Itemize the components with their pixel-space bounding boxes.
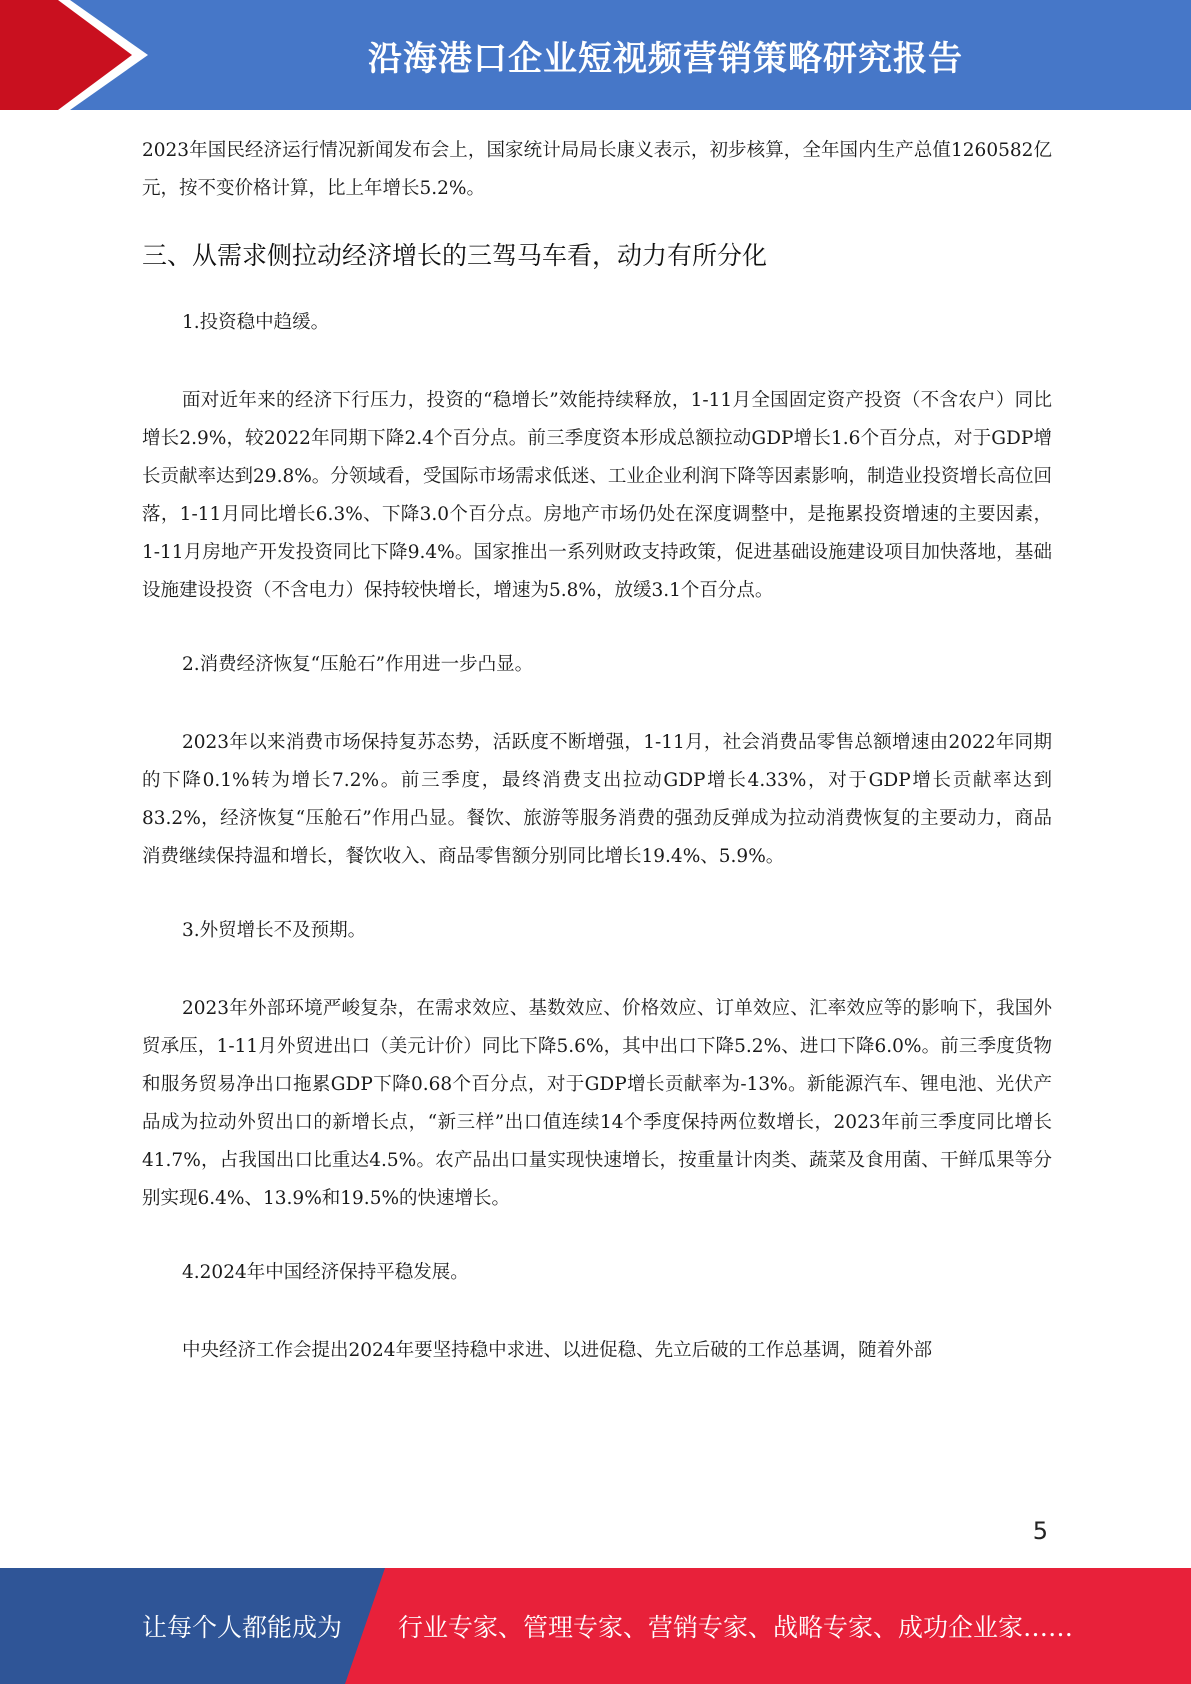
body-paragraph-4: 中央经济工作会提出2024年要坚持稳中求进、以进促稳、先立后破的工作总基调，随着外部 [182, 1340, 933, 1361]
subheading-3: 3.外贸增长不及预期。 [182, 920, 367, 941]
footer-banner [0, 1568, 1191, 1684]
body-paragraph-2: 2023年以来消费市场保持复苏态势，活跃度不断增强，1-11月，社会消费品零售总额增速由2022年同期的下降0.1%转为增长7.2%。前三季度，最终消费支出拉动GDP增长4.33%，对于GDP增长贡献率达到83.2%，经济恢复“压舱石”作用凸显。餐饮、旅游等服务消费的强劲反弹成为拉动消费恢复的主要动力，商品消费继续保持温和增长，餐饮收入、商品零售额分别同比增长19.4%、5.9%。 [142, 732, 1052, 867]
subheading-4: 4.2024年中国经济保持平稳发展。 [182, 1262, 469, 1283]
body-paragraph-1: 面对近年来的经济下行压力，投资的“稳增长”效能持续释放，1-11月全国固定资产投资（不含农户）同比增长2.9%，较2022年同期下降2.4个百分点。前三季度资本形成总额拉动GDP增长1.6个百分点，对于GDP增长贡献率达到29.8%。分领域看，受国际市场需求低迷、工业企业利润下降等因素影响，制造业投资增长高位回落，1-11月同比增长6.3%、下降3.0个百分点。房地产市场仍处在深度调整中，是拖累投资增速的主要因素，1-11月房地产开发投资同比下降9.4%。国家推出一系列财政支持政策，促进基础设施建设项目加快落地，基础设施建设投资（不含电力）保持较快增长，增速为5.8%，放缓3.1个百分点。 [142, 390, 1052, 601]
subheading-1: 1.投资稳中趋缓。 [182, 312, 330, 333]
footer-slogan-right: 行业专家、管理专家、营销专家、战略专家、成功企业家…… [398, 1613, 1074, 1642]
subheading-2: 2.消费经济恢复“压舱石”作用进一步凸显。 [182, 654, 534, 675]
page-number: 5 [1032, 1517, 1048, 1545]
page-content [142, 132, 1052, 1370]
footer-slogan-left: 让每个人都能成为 [142, 1613, 343, 1642]
intro-paragraph: 2023年国民经济运行情况新闻发布会上，国家统计局局长康义表示，初步核算，全年国内生产总值1260582亿元，按不变价格计算，比上年增长5.2%。 [142, 140, 1052, 199]
body-paragraph-3: 2023年外部环境严峻复杂，在需求效应、基数效应、价格效应、订单效应、汇率效应等的影响下，我国外贸承压，1-11月外贸进出口（美元计价）同比下降5.6%，其中出口下降5.2%、进口下降6.0%。前三季度货物和服务贸易净出口拖累GDP下降0.68个百分点，对于GDP增长贡献率为-13%。新能源汽车、锂电池、光伏产品成为拉动外贸出口的新增长点，“新三样”出口值连续14个季度保持两位数增长，2023年前三季度同比增长41.7%，占我国出口比重达4.5%。农产品出口量实现快速增长，按重量计肉类、蔬菜及食用菌、干鲜瓜果等分别实现6.4%、13.9%和19.5%的快速增长。 [142, 998, 1052, 1209]
header-banner [0, 0, 1191, 110]
section-heading: 三、从需求侧拉动经济增长的三驾马车看，动力有所分化 [142, 241, 768, 270]
report-title: 沿海港口企业短视频营销策略研究报告 [368, 38, 963, 79]
